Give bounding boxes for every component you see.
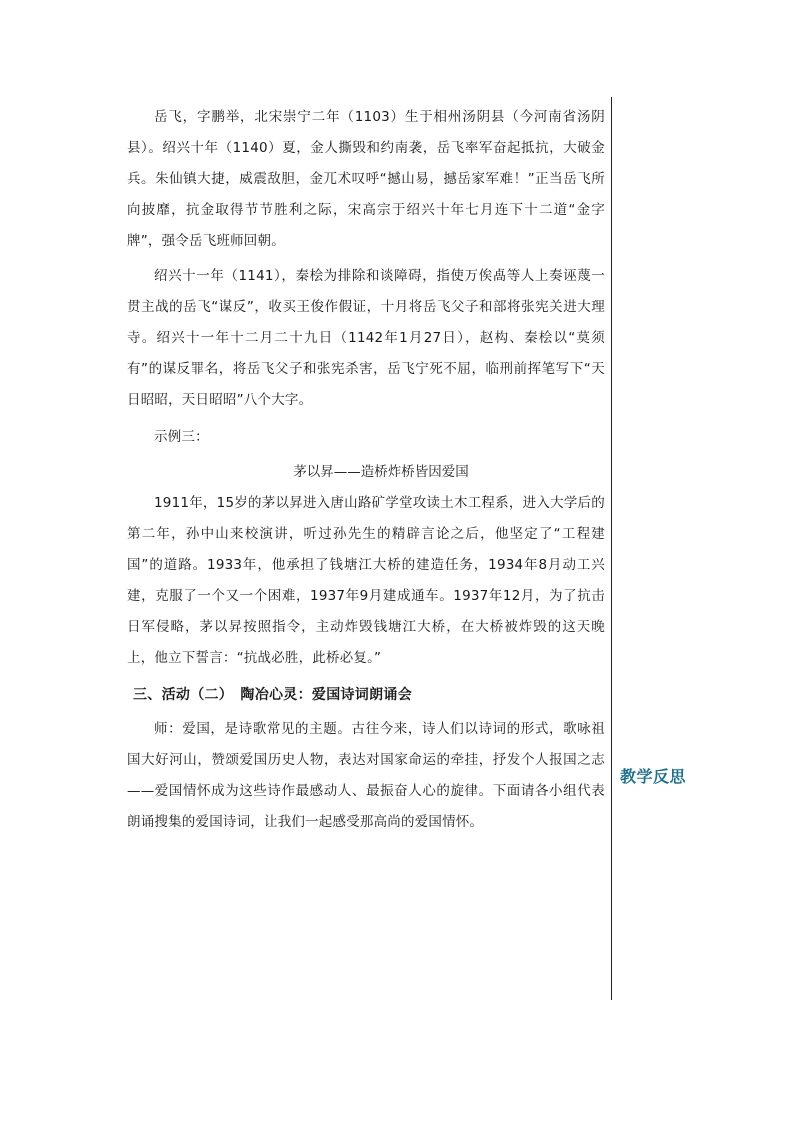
example-label: 示例三： [154,429,209,445]
paragraph-teacher: 师：爱国，是诗歌常见的主题。古往今来，诗人们以诗词的形式，歌咏祖国大好河山，赞颂爱国历史人物，表达对国家命运的牵挂，抒发个人报国之志——爱国情怀成为这些诗作最感动人、最振奋人心的旋律。下面请各小组代表朗诵搜集的爱国诗词，让我们一起感受那高尚的爱国情怀。 [127,721,605,830]
teaching-reflection-label: 教学反思 [620,767,687,786]
paragraph-yuefei-death: 绍兴十一年（1141），秦桧为排除和谈障碍，指使万俟卨等人上奏诬蔑一贯主战的岳飞“谋反”，收买王俊作假证，十月将岳飞父子和部将张宪关进大理寺。绍兴十一年十二月二十九日（1142年1月27日），赵构、秦桧以“莫须有”的谋反罪名，将岳飞父子和张宪杀害，岳飞宁死不屈，临刑前挥笔写下“天日昭昭，天日昭昭”八个大字。 [127,268,605,408]
main-content-column [127,102,605,838]
paragraph-yuefei-intro: 岳飞，字鹏举，北宋崇宁二年（1103）生于相州汤阴县（今河南省汤阴县）。绍兴十年（1140）夏，金人撕毁和约南袭，岳飞率军奋起抵抗，大破金兵。朱仙镇大捷，威震敌胆，金兀术叹呼“撼山易，撼岳家军难！”正当岳飞所向披靡，抗金取得节节胜利之际，宋高宗于绍兴十年七月连下十二道“金字牌”，强令岳飞班师回朝。 [127,109,605,249]
example-title: 茅以昇——造桥炸桥皆因爱国 [293,464,469,480]
section-heading: 三、活动（二） 陶冶心灵：爱国诗词朗诵会 [133,687,412,703]
paragraph-maoyisheng: 1911年，15岁的茅以昇进入唐山路矿学堂攻读土木工程系，进入大学后的第二年，孙中山来校演讲，听过孙先生的精辟言论之后，他坚定了“工程建国”的道路。1933年，他承担了钱塘江大桥的建造任务，1934年8月动工兴建，克服了一个又一个困难，1937年9月建成通车。1937年12月，为了抗击日军侵略，茅以昇按照指令，主动炸毁钱塘江大桥，在大桥被炸毁的这天晚上，他立下誓言：“抗战必胜，此桥必复。” [127,495,605,666]
column-divider [611,97,612,1000]
